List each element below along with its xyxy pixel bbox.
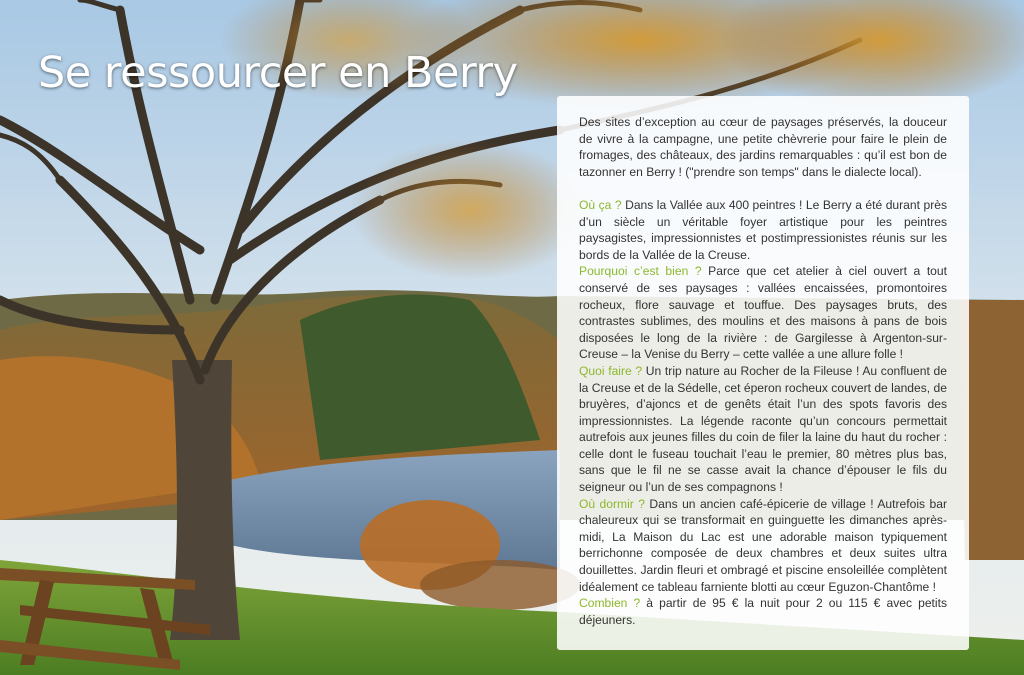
section-ou-dormir <box>579 496 947 596</box>
section-text: à partir de 95 € la nuit pour 2 ou 115 € avec petits déjeuners. <box>579 596 947 627</box>
section-text: Dans la Vallée aux 400 peintres ! Le Berry a été durant près d’un siècle un véritable foyer artistique pour les peintres paysagistes, impressionnistes et postimpressionistes réunis sur les bords de la Vallée de la Creuse. <box>579 197 948 262</box>
section-ou-ca <box>579 197 947 263</box>
section-combien <box>579 595 947 628</box>
section-label: Combien ? <box>579 596 641 611</box>
page-title: Se ressourcer en Berry <box>38 48 518 98</box>
section-label: Pourquoi c’est bien ? <box>579 264 702 279</box>
section-label: Quoi faire ? <box>579 363 643 378</box>
section-label: Où dormir ? <box>579 496 645 511</box>
section-quoi-faire <box>579 363 947 496</box>
article-intro: Des sites d’exception au cœur de paysages préservés, la douceur de vivre à la campagne, une petite chèvrerie pour faire le plein de fromages, des châteaux, des jardins remarquables : qu’il est bon de tazonner en Berry ! ("prendre son temps" dans le dialecte local). <box>579 115 947 179</box>
section-text: Un trip nature au Rocher de la Fileuse ! Au confluent de la Creuse et de la Sédelle, cet éperon rocheux couvert de landes, de bruyères, d’ajoncs et de genêts était l’un des spots favoris des impressionnistes. La légende raconte qu’un concours permettait autrefois aux jeunes filles du coin de filer la laine du haut du rocher : celle dont le fuseau touchait l’eau le premier, 80 mètres plus bas, sans que le fil ne se casse avait la chance d’épouser le fils du seigneur ou l’un de ses compagnons ! <box>579 363 947 495</box>
article-panel <box>557 96 969 650</box>
section-text: Dans un ancien café-épicerie de village ! Autrefois bar chaleureux qui se transformait en guinguette les dimanches après-midi, La Maison du Lac est une adorable maison typiquement berrichonne composée de deux chambres et deux suites ultra douillettes. Jardin fleuri et ombragé et piscine ensoleillée complètent idéalement ce tableau farniente blotti au cœur Eguzon-Chantôme ! <box>579 496 947 594</box>
section-text: Parce que cet atelier à ciel ouvert a tout conservé de ses paysages : vallées encaissées, promontoires rocheux, flore sauvage et touffue. Des paysages bruts, des contrastes sublimes, des moulins et des maisons à pans de bois disposées le long de la rivière : de Gargilesse à Argenton-sur-Creuse – la Venise du Berry – cette vallée a une allure folle ! <box>579 264 947 362</box>
section-pourquoi <box>579 263 947 363</box>
section-label: Où ça ? <box>579 197 622 212</box>
